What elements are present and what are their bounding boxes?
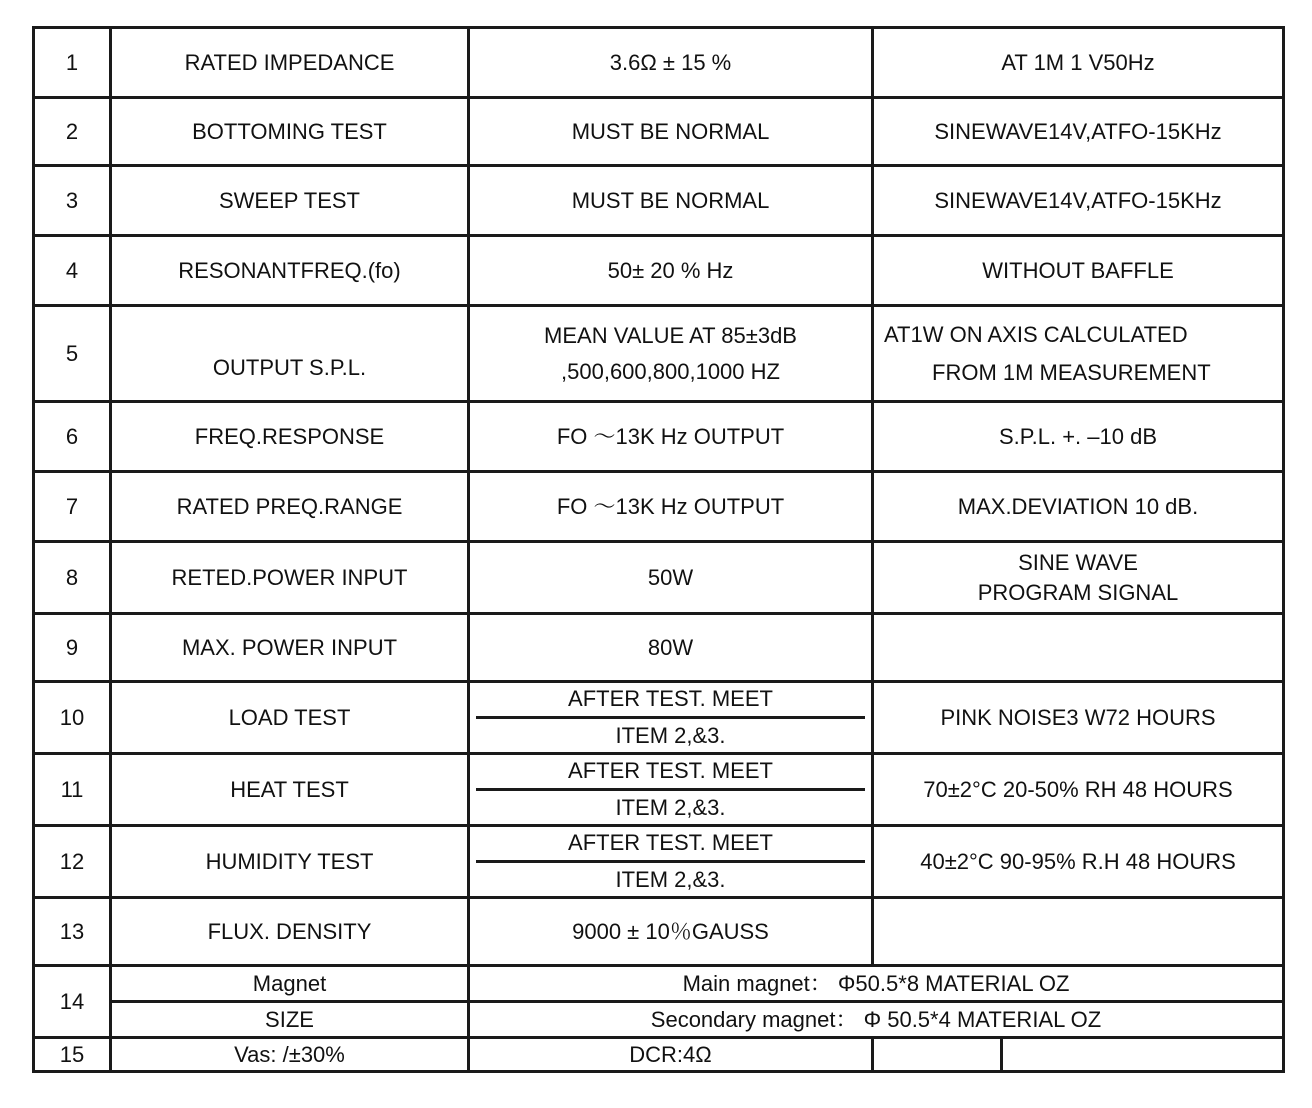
table-row (34, 166, 1284, 236)
table-row (34, 472, 1284, 542)
table-row (34, 402, 1284, 472)
row-number: 13 (34, 898, 111, 966)
spec-value: MUST BE NORMAL (469, 166, 873, 236)
spec-value: FO ～13K Hz OUTPUT (469, 402, 873, 472)
test-condition: PINK NOISE3 W72 HOURS (873, 682, 1284, 754)
table-row (34, 1002, 1284, 1038)
test-condition-line-2: FROM 1M MEASUREMENT (932, 359, 1211, 385)
table-row (34, 682, 1284, 754)
item-name: Vas: /±30% (111, 1038, 469, 1072)
item-name: SWEEP TEST (111, 166, 469, 236)
table-row (34, 98, 1284, 166)
row-number: 14 (34, 966, 111, 1038)
row-number: 10 (34, 682, 111, 754)
row-number: 5 (34, 306, 111, 402)
row-number: 12 (34, 826, 111, 898)
item-name: HUMIDITY TEST (111, 826, 469, 898)
test-condition-line-1: SINE WAVE (1018, 549, 1138, 575)
table-row (34, 898, 1284, 966)
spec-value (469, 754, 873, 826)
item-name: FLUX. DENSITY (111, 898, 469, 966)
spec-value-line-2: ITEM 2,&3. (615, 795, 726, 821)
item-name: RETED.POWER INPUT (111, 542, 469, 614)
spec-value: 9000 ± 10％GAUSS (469, 898, 873, 966)
spec-value: 50± 20 % Hz (469, 236, 873, 306)
spec-table (32, 26, 1285, 1073)
spec-value-line-1: AFTER TEST. MEET (476, 826, 865, 864)
test-condition (873, 898, 1284, 966)
row-number: 11 (34, 754, 111, 826)
item-name-line-1: Magnet (111, 966, 469, 1002)
item-name: BOTTOMING TEST (111, 98, 469, 166)
item-name: RATED PREQ.RANGE (111, 472, 469, 542)
spec-value-line-1: AFTER TEST. MEET (476, 754, 865, 792)
test-condition-line-2: PROGRAM SIGNAL (977, 579, 1179, 605)
item-name: MAX. POWER INPUT (111, 614, 469, 682)
spec-value: 3.6Ω ± 15 % (469, 28, 873, 98)
spec-value: DCR:4Ω (469, 1038, 873, 1072)
test-condition: 40±2°C 90-95% R.H 48 HOURS (873, 826, 1284, 898)
row-number: 4 (34, 236, 111, 306)
row-number: 3 (34, 166, 111, 236)
row-number: 7 (34, 472, 111, 542)
test-condition: S.P.L. +. –10 dB (873, 402, 1284, 472)
item-name: FREQ.RESPONSE (111, 402, 469, 472)
test-condition: 70±2°C 20-50% RH 48 HOURS (873, 754, 1284, 826)
test-condition: AT 1M 1 V50Hz (873, 28, 1284, 98)
row-number: 1 (34, 28, 111, 98)
item-name: RATED IMPEDANCE (111, 28, 469, 98)
row-number: 8 (34, 542, 111, 614)
spec-value: 50W (469, 542, 873, 614)
table-row (34, 236, 1284, 306)
test-condition: SINEWAVE14V,ATFO-15KHz (873, 98, 1284, 166)
spec-value (469, 306, 873, 402)
test-condition-a (873, 1038, 1002, 1072)
item-name: LOAD TEST (111, 682, 469, 754)
spec-value: 80W (469, 614, 873, 682)
table-row (34, 614, 1284, 682)
spec-value (469, 682, 873, 754)
table-row (34, 306, 1284, 402)
test-condition: MAX.DEVIATION 10 dB. (873, 472, 1284, 542)
test-condition (873, 306, 1284, 402)
test-condition: SINEWAVE14V,ATFO-15KHz (873, 166, 1284, 236)
item-name-line-2: SIZE (111, 1002, 469, 1038)
table-row (34, 542, 1284, 614)
item-name: HEAT TEST (111, 754, 469, 826)
test-condition (873, 614, 1284, 682)
spec-value-line-1: AFTER TEST. MEET (476, 682, 865, 720)
table-row (34, 28, 1284, 98)
test-condition-line-1: AT1W ON AXIS CALCULATED (884, 321, 1188, 347)
table-row (34, 1038, 1284, 1072)
row-number: 6 (34, 402, 111, 472)
spec-value-line-1: Main magnet： Φ50.5*8 MATERIAL OZ (469, 966, 1284, 1002)
spec-value-line-2: ITEM 2,&3. (615, 723, 726, 749)
table-row (34, 966, 1284, 1002)
spec-value (469, 826, 873, 898)
spec-value: FO ～13K Hz OUTPUT (469, 472, 873, 542)
table-row (34, 754, 1284, 826)
spec-value-line-2: Secondary magnet： Φ 50.5*4 MATERIAL OZ (469, 1002, 1284, 1038)
spec-value-line-2: ITEM 2,&3. (615, 867, 726, 893)
test-condition: WITHOUT BAFFLE (873, 236, 1284, 306)
spec-value-line-2: ,500,600,800,1000 HZ (561, 358, 780, 384)
row-number: 15 (34, 1038, 111, 1072)
item-name: RESONANTFREQ.(fo) (111, 236, 469, 306)
row-number: 2 (34, 98, 111, 166)
test-condition (873, 542, 1284, 614)
spec-value: MUST BE NORMAL (469, 98, 873, 166)
spec-value-line-1: MEAN VALUE AT 85±3dB (544, 322, 797, 348)
test-condition-b (1002, 1038, 1284, 1072)
table-row (34, 826, 1284, 898)
row-number: 9 (34, 614, 111, 682)
item-name: OUTPUT S.P.L. (111, 306, 469, 402)
